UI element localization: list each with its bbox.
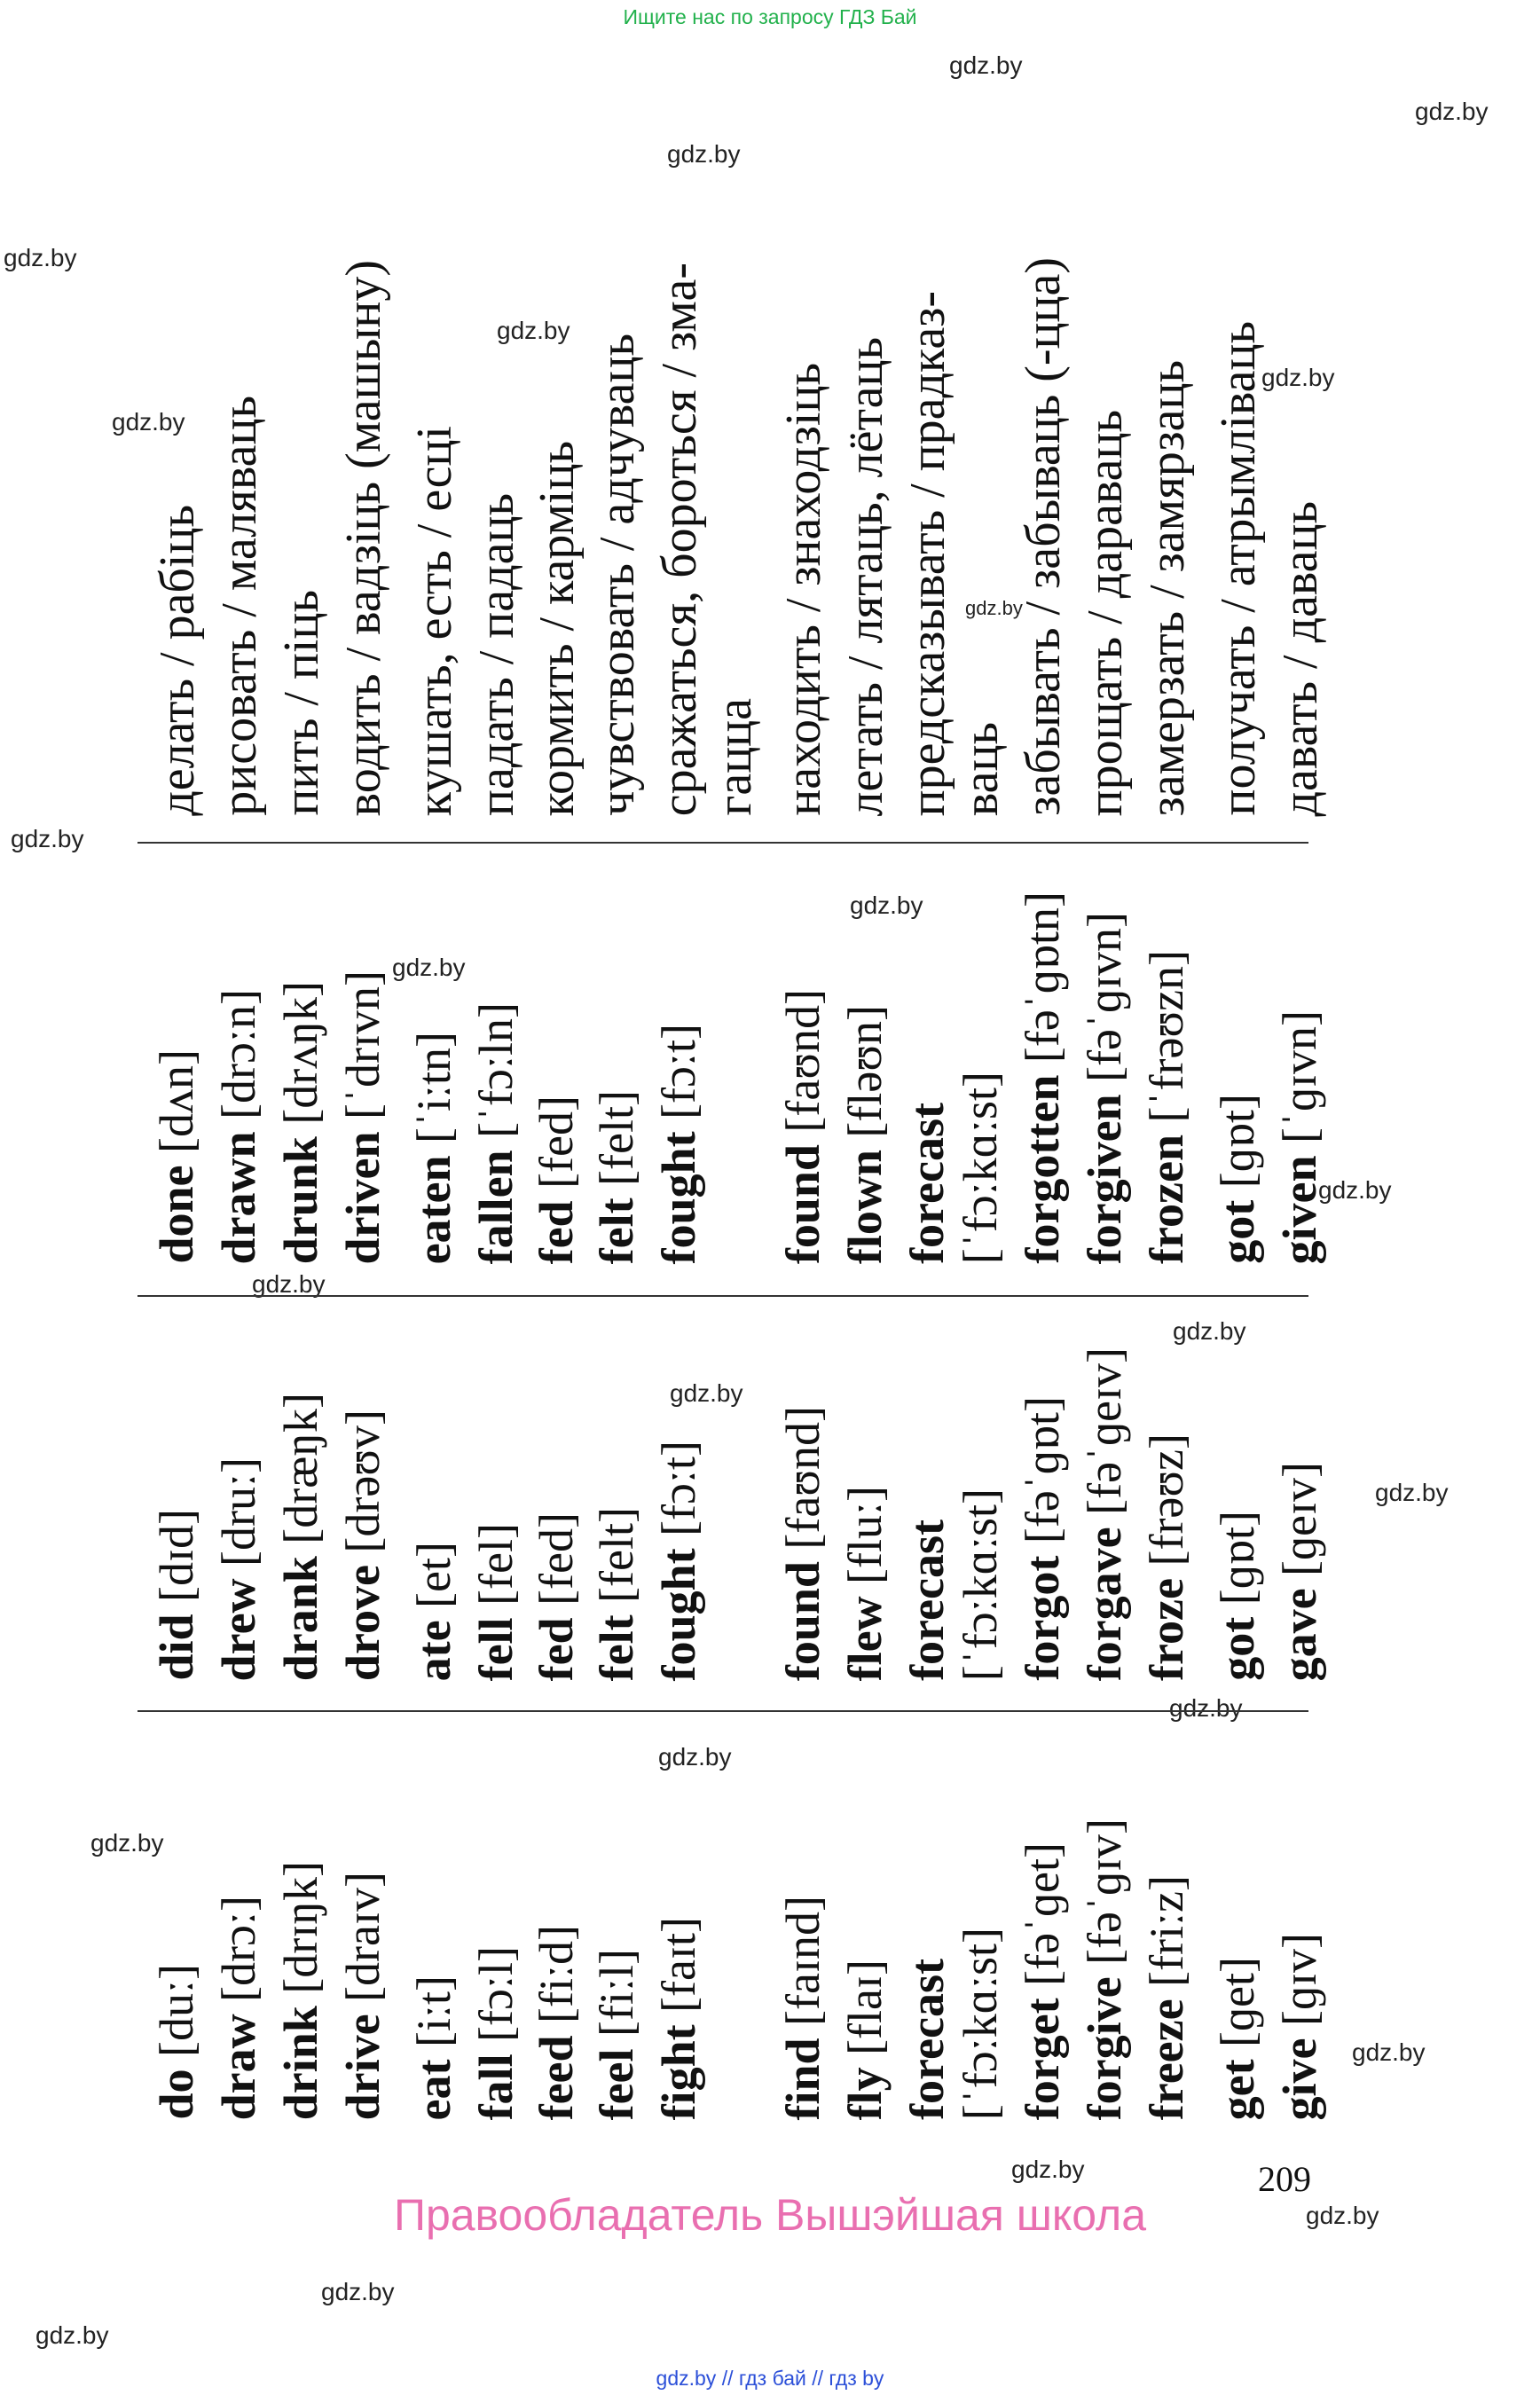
verb-entry bbox=[838, 1485, 894, 1681]
verb-entry bbox=[590, 1506, 646, 1681]
translation-entry: кормить / карміць bbox=[530, 440, 585, 816]
verb-word: fed bbox=[530, 1617, 583, 1681]
verb-entry bbox=[652, 1440, 708, 1681]
transcription: [fed] bbox=[530, 1512, 583, 1618]
transcription: [faɪt] bbox=[652, 1916, 705, 2024]
transcription: [ɡet] bbox=[1211, 1956, 1264, 2060]
transcription: [fɔːt] bbox=[652, 1023, 705, 1131]
transcription: [ˈfɔːkɑːst] bbox=[954, 1927, 1007, 2120]
verb-entry bbox=[336, 1409, 392, 1681]
transcription: [drɔːn] bbox=[212, 988, 265, 1131]
transcription: [ˈfɔːln] bbox=[469, 1001, 522, 1150]
transcription: [flaɪ] bbox=[838, 1959, 892, 2067]
watermark: gdz.by bbox=[1352, 2038, 1426, 2066]
verb-entry bbox=[1080, 1347, 1134, 1681]
verb-word: eaten bbox=[407, 1155, 460, 1264]
verb-word: done bbox=[150, 1165, 203, 1264]
verb-entry bbox=[469, 1522, 525, 1681]
watermark: gdz.by bbox=[90, 1829, 164, 1857]
verb-entry bbox=[1018, 1842, 1072, 2120]
watermark: gdz.by bbox=[252, 1270, 326, 1298]
transcription: [fluː] bbox=[838, 1485, 892, 1597]
transcription: [friːz] bbox=[1140, 1874, 1193, 1999]
verb-entry bbox=[776, 1895, 832, 2120]
verb-entry bbox=[274, 1860, 330, 2120]
verb-word: eat bbox=[407, 2059, 460, 2120]
verb-entry bbox=[1140, 950, 1196, 1264]
verb-entry bbox=[1273, 1932, 1329, 2120]
transcription: [dʌn] bbox=[150, 1049, 203, 1166]
column-separator bbox=[138, 1710, 1308, 1712]
verb-entry bbox=[1140, 1433, 1196, 1681]
verb-entry bbox=[469, 1001, 525, 1264]
verb-entry bbox=[212, 1895, 268, 2120]
transcription: [ɡɪv] bbox=[1273, 1932, 1326, 2038]
translation-entry: пить / піць bbox=[274, 590, 329, 816]
transcription: [fəˈɡɒtn] bbox=[1016, 891, 1069, 1076]
watermark: gdz.by bbox=[1375, 1479, 1449, 1506]
transcription: [fiːl] bbox=[590, 1948, 643, 2049]
transcription: [fel] bbox=[469, 1522, 522, 1618]
translation-entry: прощать / дараваць bbox=[1078, 409, 1133, 816]
verb-word: got bbox=[1211, 1617, 1264, 1681]
verb-entry bbox=[590, 1948, 646, 2120]
verb-word: drew bbox=[212, 1578, 265, 1681]
verb-word: froze bbox=[1140, 1578, 1193, 1681]
verb-entry bbox=[150, 1964, 206, 2120]
verb-word: ate bbox=[407, 1620, 460, 1681]
verb-entry bbox=[212, 988, 268, 1264]
transcription: [drɪŋk] bbox=[274, 1860, 327, 2006]
transcription: [dræŋk] bbox=[274, 1392, 327, 1556]
verb-word: got bbox=[1211, 1200, 1264, 1264]
watermark: gdz.by bbox=[1169, 1694, 1243, 1722]
verb-entry bbox=[150, 1509, 206, 1681]
verb-word: forget bbox=[1016, 1998, 1069, 2120]
transcription: [faɪnd] bbox=[776, 1895, 829, 2038]
transcription: [druː] bbox=[212, 1457, 265, 1578]
column-separator bbox=[138, 842, 1308, 844]
transcription: [duː] bbox=[150, 1964, 203, 2069]
verb-word: fought bbox=[652, 1547, 705, 1681]
verb-entry bbox=[776, 1405, 832, 1681]
watermark: gdz.by bbox=[949, 51, 1023, 79]
transcription: [fəˈɡɪvn] bbox=[1078, 911, 1131, 1095]
verb-word: found bbox=[776, 1560, 829, 1681]
verb-word: fight bbox=[652, 2024, 705, 2120]
transcription: [ˈfɔːkɑːst] bbox=[954, 1071, 1007, 1264]
verb-entry bbox=[212, 1457, 268, 1681]
watermark: gdz.by bbox=[667, 140, 741, 168]
copyright-notice: Правообладатель Вышэйшая школа bbox=[394, 2190, 1146, 2240]
verb-entry bbox=[532, 1512, 585, 1681]
verb-word: fallen bbox=[469, 1150, 522, 1264]
verb-entry bbox=[956, 1928, 1010, 2120]
verb-entry bbox=[652, 1023, 708, 1264]
verb-entry bbox=[900, 1959, 956, 2120]
verb-entry bbox=[900, 1520, 956, 1681]
verb-word: flown bbox=[838, 1149, 892, 1264]
verb-word: forecast bbox=[900, 1959, 954, 2120]
translation-entry: рисовать / маляваць bbox=[212, 396, 267, 816]
verb-word: give bbox=[1273, 2038, 1326, 2120]
transcription: [frəʊz] bbox=[1140, 1433, 1193, 1579]
verb-entry bbox=[150, 1049, 206, 1264]
verb-word: find bbox=[776, 2037, 829, 2120]
watermark: gdz.by bbox=[112, 408, 185, 436]
translation-entry: ваць bbox=[954, 721, 1009, 816]
watermark: gdz.by bbox=[850, 891, 923, 919]
watermark: gdz.by bbox=[1173, 1317, 1246, 1345]
verb-word: forecast bbox=[900, 1103, 954, 1264]
translation-entry: летать / лятаць, лётаць bbox=[838, 336, 893, 816]
verb-entry bbox=[469, 1945, 525, 2120]
transcription: [iːt] bbox=[407, 1975, 460, 2060]
transcription: [fləʊn] bbox=[838, 1004, 892, 1150]
verb-word: driven bbox=[336, 1130, 389, 1264]
page-number: 209 bbox=[1258, 2159, 1311, 2199]
verb-entry bbox=[838, 1959, 894, 2120]
translation-entry: сражаться, бороться / зма- bbox=[652, 262, 707, 816]
verb-entry bbox=[590, 1089, 646, 1264]
verb-entry bbox=[1211, 1956, 1267, 2120]
verb-entry bbox=[407, 1031, 463, 1264]
verb-word: drunk bbox=[274, 1135, 327, 1264]
verb-entry bbox=[1273, 1461, 1329, 1681]
verb-entry bbox=[776, 988, 832, 1264]
transcription: [felt] bbox=[590, 1506, 643, 1615]
verb-entry bbox=[532, 1925, 585, 2120]
transcription: [fiːd] bbox=[530, 1924, 583, 2036]
verb-entry bbox=[274, 980, 330, 1264]
verb-entry bbox=[838, 1004, 894, 1264]
verb-entry bbox=[1018, 891, 1072, 1264]
verb-entry bbox=[956, 1072, 1010, 1264]
verb-word: drawn bbox=[212, 1130, 265, 1264]
verb-entry bbox=[407, 1541, 463, 1681]
transcription: [drəʊv] bbox=[336, 1409, 389, 1565]
translation-entry: находить / знаходзіць bbox=[776, 363, 831, 816]
watermark: gdz.by bbox=[321, 2278, 395, 2305]
transcription: [fɔːt] bbox=[652, 1440, 705, 1548]
verb-word: felt bbox=[590, 1614, 643, 1681]
verb-word: freeze bbox=[1140, 1999, 1193, 2120]
verb-word: found bbox=[776, 1143, 829, 1264]
watermark: gdz.by bbox=[392, 954, 466, 981]
watermark: gdz.by bbox=[1318, 1176, 1392, 1204]
transcription: [ˈdrɪvn] bbox=[336, 970, 389, 1131]
verb-entry bbox=[1140, 1874, 1196, 2120]
verb-entry bbox=[532, 1095, 585, 1264]
verb-word: feel bbox=[590, 2048, 643, 2120]
watermark: gdz.by bbox=[11, 825, 84, 852]
verb-entry bbox=[1080, 1818, 1134, 2120]
transcription: [ˈfɔːkɑːst] bbox=[954, 1488, 1007, 1681]
verb-word: drove bbox=[336, 1565, 389, 1681]
transcription: [fəˈɡeɪv] bbox=[1078, 1347, 1131, 1527]
watermark: gdz.by bbox=[658, 1743, 732, 1771]
watermark: gdz.by bbox=[1011, 2156, 1085, 2183]
transcription: [drʌŋk] bbox=[274, 980, 327, 1136]
verb-word: forgave bbox=[1078, 1527, 1131, 1681]
watermark: gdz.by bbox=[497, 317, 570, 344]
translation-entry: делать / рабіць bbox=[150, 505, 205, 816]
transcription: [dɪd] bbox=[150, 1509, 203, 1614]
transcription: [faʊnd] bbox=[776, 988, 829, 1144]
transcription: [ˈɡɪvn] bbox=[1273, 1009, 1326, 1155]
watermark: gdz.by bbox=[35, 2321, 109, 2349]
verb-word: forgive bbox=[1078, 1976, 1131, 2120]
verb-word: forgotten bbox=[1016, 1075, 1069, 1264]
watermark: gdz.by bbox=[1261, 364, 1335, 391]
translation-entry: забывать / забываць (-цца) bbox=[1016, 257, 1071, 816]
top-banner: Ищите нас по запросу ГДЗ Бай bbox=[623, 5, 917, 28]
transcription: [fɔːl] bbox=[469, 1945, 522, 2054]
translation-entry: замерзать / замярзаць bbox=[1140, 359, 1195, 816]
verb-word: drive bbox=[336, 2014, 389, 2120]
verb-entry bbox=[1273, 1009, 1329, 1264]
transcription: [faʊnd] bbox=[776, 1405, 829, 1561]
verb-word: drank bbox=[274, 1555, 327, 1681]
translation-entry: чувствовать / адчуваць bbox=[590, 334, 645, 816]
verb-word: gave bbox=[1273, 1588, 1326, 1681]
verb-entry bbox=[1211, 1094, 1267, 1264]
verb-word: forgiven bbox=[1078, 1094, 1131, 1264]
verb-word: drink bbox=[274, 2005, 327, 2120]
verb-entry bbox=[336, 970, 392, 1264]
verb-word: given bbox=[1273, 1154, 1326, 1264]
translation-entry: водить / вадзіць (машыну) bbox=[336, 259, 391, 816]
verb-word: fed bbox=[530, 1200, 583, 1264]
verb-word: draw bbox=[212, 2014, 265, 2120]
transcription: [fəˈɡet] bbox=[1016, 1842, 1069, 1999]
verb-word: did bbox=[150, 1614, 203, 1681]
watermark: gdz.by bbox=[965, 597, 1023, 619]
verb-word: fell bbox=[469, 1617, 522, 1681]
transcription: [ˈiːtn] bbox=[407, 1031, 460, 1156]
translation-entry: гацца bbox=[707, 698, 762, 816]
transcription: [ɡɒt] bbox=[1211, 1094, 1264, 1201]
verb-entry bbox=[407, 1975, 463, 2120]
column-separator bbox=[138, 1295, 1308, 1297]
verb-entry bbox=[274, 1392, 330, 1681]
transcription: [fed] bbox=[530, 1095, 583, 1201]
transcription: [et] bbox=[407, 1541, 460, 1621]
verb-word: fall bbox=[469, 2054, 522, 2120]
verb-entry bbox=[1080, 912, 1134, 1264]
verb-entry bbox=[1211, 1511, 1267, 1681]
translation-entry: предсказывать / прадказ- bbox=[900, 290, 955, 816]
verb-word: felt bbox=[590, 1198, 643, 1264]
verb-word: do bbox=[150, 2069, 203, 2120]
translation-entry: кушать, есть / есці bbox=[407, 425, 462, 816]
verb-word: frozen bbox=[1140, 1135, 1193, 1264]
translation-entry: получать / атрымліваць bbox=[1211, 321, 1266, 816]
translation-entry: падать / падаць bbox=[469, 493, 524, 816]
watermark: gdz.by bbox=[670, 1379, 743, 1407]
verb-word: fought bbox=[652, 1130, 705, 1264]
verb-word: forgot bbox=[1016, 1556, 1069, 1681]
verb-entry bbox=[956, 1488, 1010, 1681]
verb-word: get bbox=[1211, 2059, 1264, 2120]
transcription: [ˈfrəʊzn] bbox=[1140, 950, 1193, 1135]
bottom-banner: gdz.by // гдз бай // гдз by bbox=[656, 2367, 884, 2390]
verb-entry bbox=[1018, 1396, 1072, 1681]
transcription: [draɪv] bbox=[336, 1871, 389, 2014]
watermark: gdz.by bbox=[4, 244, 77, 271]
watermark: gdz.by bbox=[1415, 98, 1489, 125]
transcription: [drɔː] bbox=[212, 1895, 265, 2014]
verb-word: flew bbox=[838, 1596, 892, 1681]
transcription: [felt] bbox=[590, 1089, 643, 1198]
verb-entry bbox=[336, 1871, 392, 2120]
transcription: [ɡɒt] bbox=[1211, 1511, 1264, 1618]
watermark: gdz.by bbox=[1306, 2202, 1379, 2229]
transcription: [fəˈɡɒt] bbox=[1016, 1396, 1069, 1557]
transcription: [ɡeɪv] bbox=[1273, 1461, 1326, 1589]
verb-word: feed bbox=[530, 2035, 583, 2120]
translation-entry: давать / даваць bbox=[1273, 500, 1328, 816]
verb-entry bbox=[652, 1916, 708, 2120]
verb-word: forecast bbox=[900, 1520, 954, 1681]
transcription: [fəˈɡɪv] bbox=[1078, 1818, 1131, 1977]
verb-entry bbox=[900, 1103, 956, 1264]
verb-word: fly bbox=[838, 2067, 892, 2120]
